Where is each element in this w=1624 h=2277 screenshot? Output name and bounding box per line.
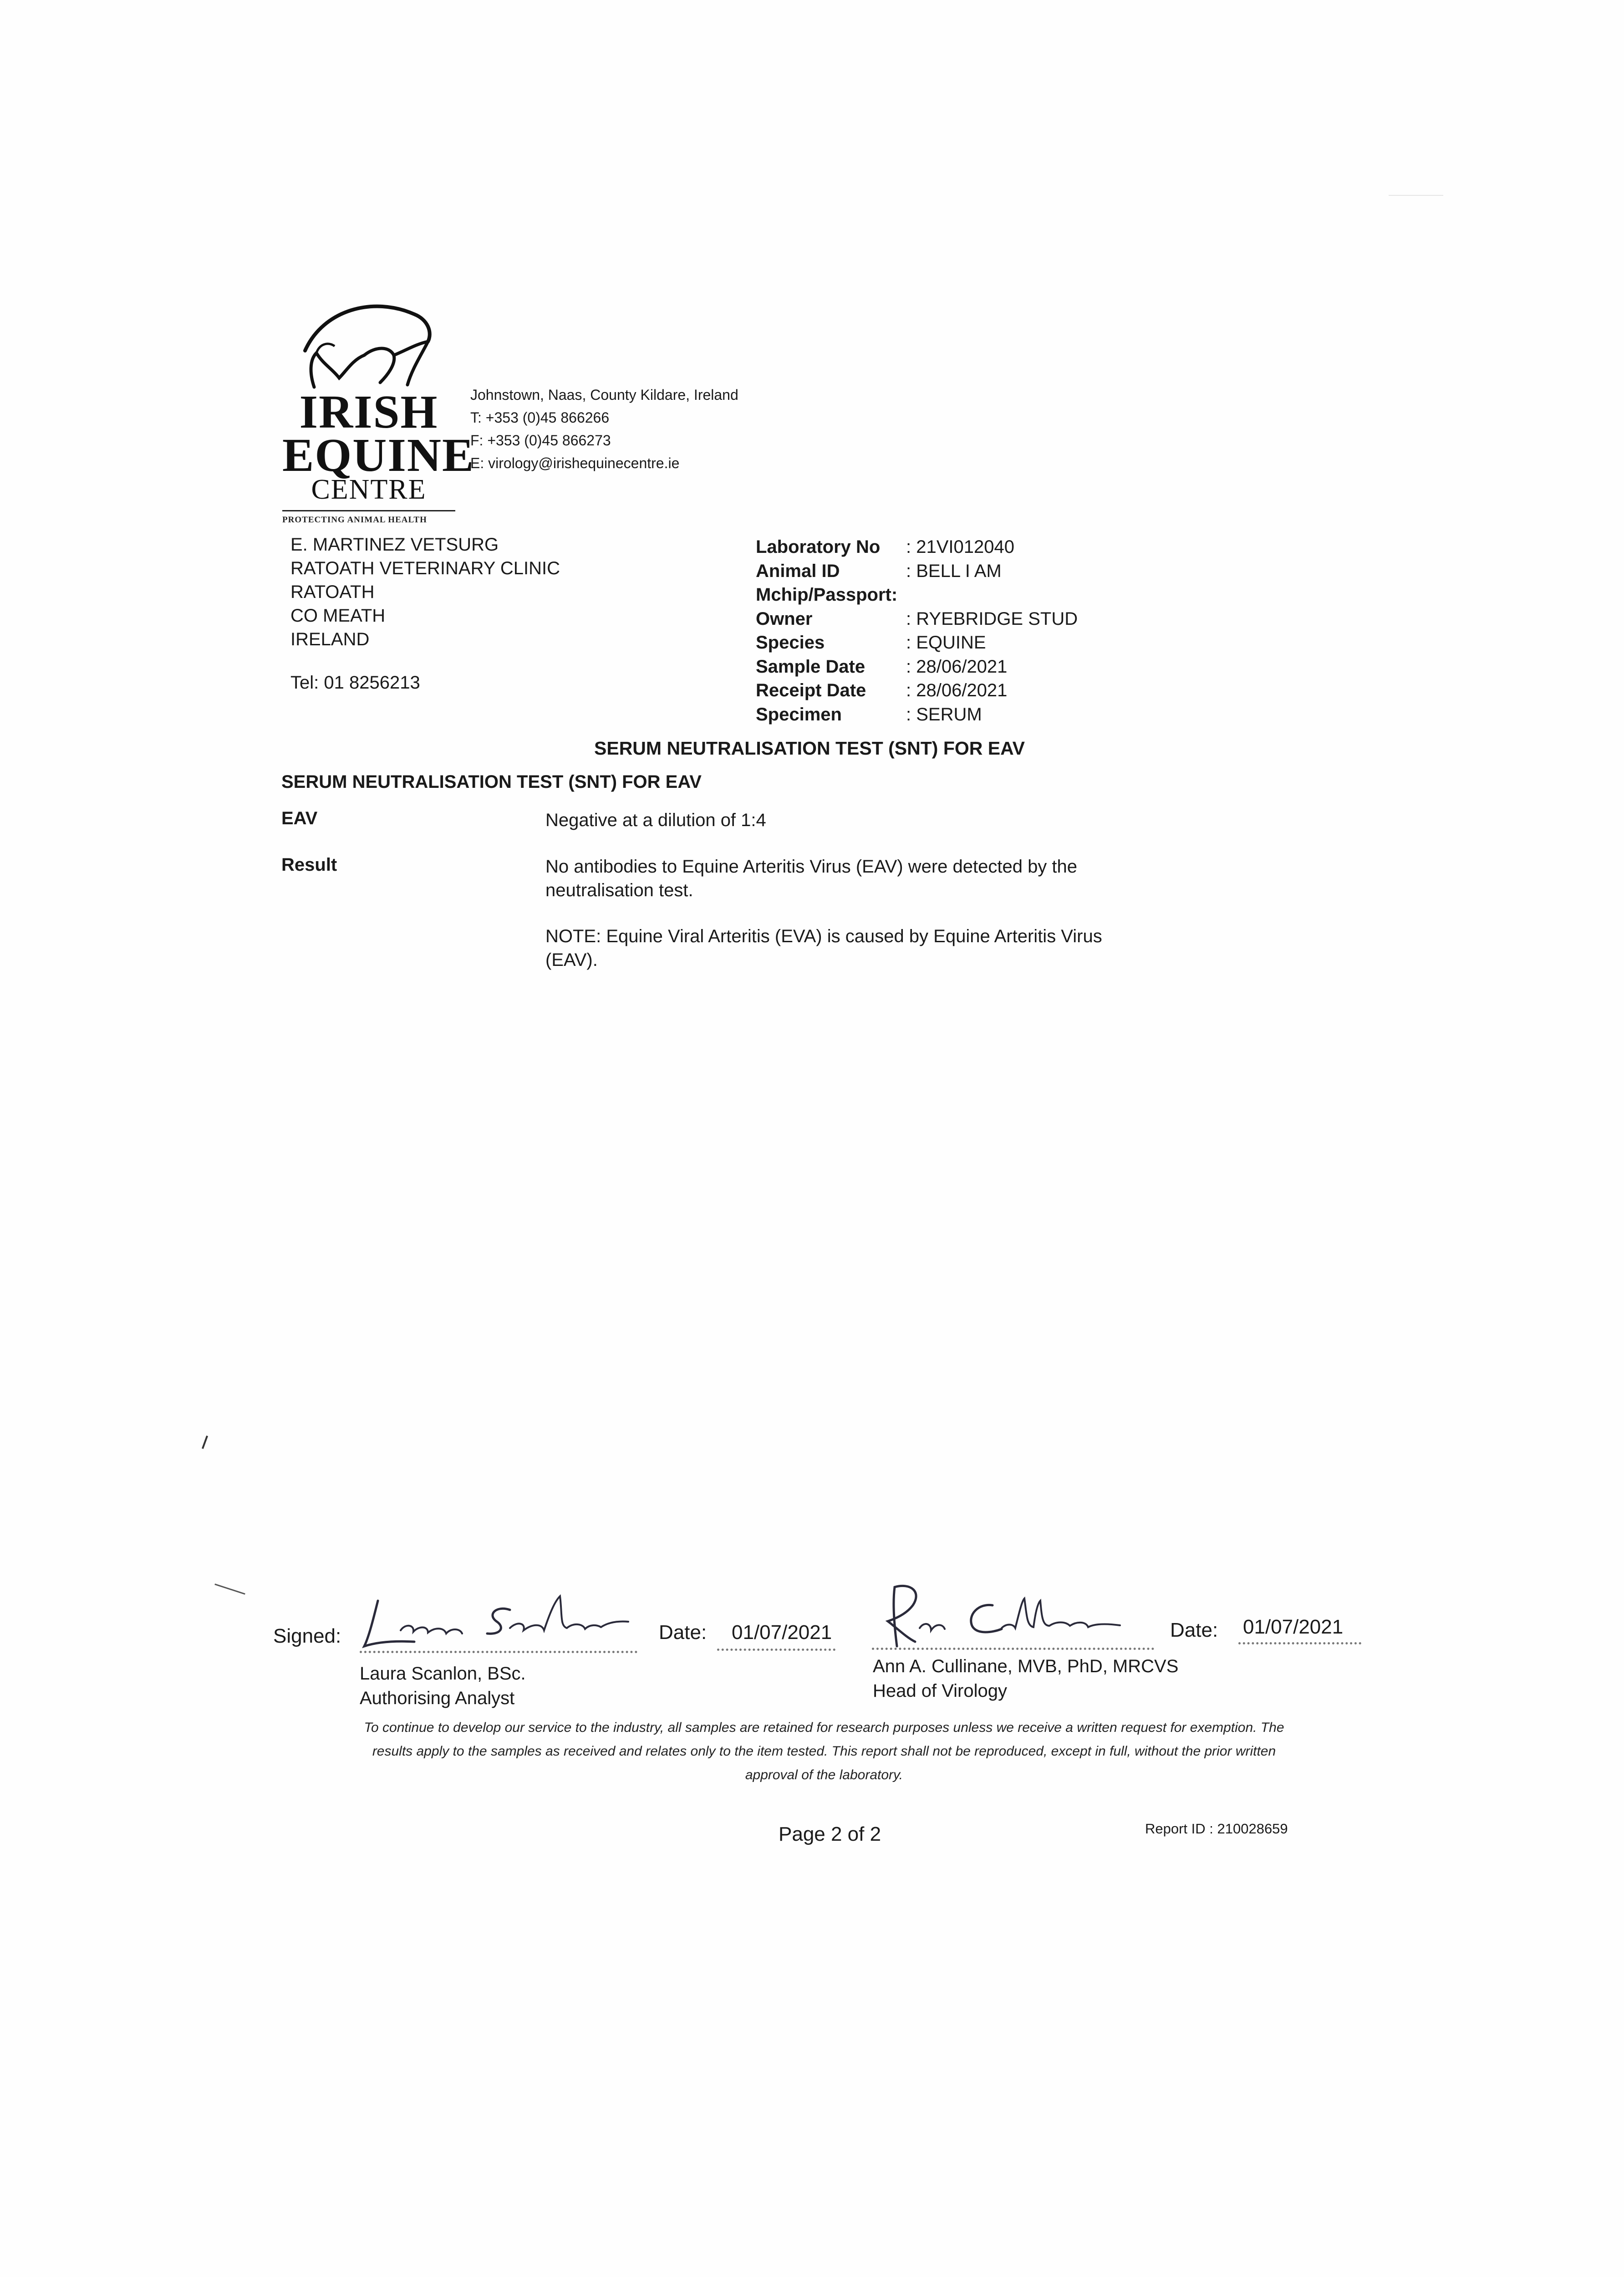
report-id: Report ID : 210028659 — [1145, 1821, 1288, 1837]
lab-contact-block — [470, 383, 738, 475]
date-value-1: 01/07/2021 — [732, 1621, 832, 1644]
logo-word-centre: CENTRE — [311, 474, 427, 505]
details-row — [756, 703, 1078, 727]
signature-laura-scanlon — [360, 1583, 642, 1651]
disclaimer: To continue to develop our service to the industry, all samples are retained for research purposes unless we receive a written request for exemption. The results apply to the samples as received and relates only to the item tested. This report shall not be reproduced, except in full, without the prior written approval of the laboratory. — [364, 1720, 1284, 1782]
recipient-tel: Tel: 01 8256213 — [290, 673, 420, 693]
signatory-2-name: Ann A. Cullinane, MVB, PhD, MRCVS — [873, 1656, 1179, 1676]
date-value-2: 01/07/2021 — [1243, 1616, 1344, 1638]
sample-details-table — [756, 535, 1078, 726]
details-label: Laboratory No — [756, 537, 881, 557]
details-label: Species — [756, 633, 825, 653]
recipient-town: RATOATH — [290, 582, 375, 602]
details-value: : RYEBRIDGE STUD — [906, 608, 1078, 629]
logo-word-equine: EQUINE — [282, 429, 475, 481]
result-value: No antibodies to Equine Arteritis Virus (EAV) were detected by the neutralisation test. — [545, 857, 1078, 900]
date-label-1: Date: — [659, 1621, 707, 1644]
signature-ann-cullinane — [870, 1578, 1143, 1651]
sample-details — [756, 535, 1078, 726]
details-row — [756, 631, 1078, 655]
eav-value: Negative at a dilution of 1:4 — [545, 810, 766, 830]
recipient-county: CO MEATH — [290, 606, 386, 626]
details-label: Animal ID — [756, 561, 840, 581]
signatory-1-role: Authorising Analyst — [360, 1688, 515, 1708]
date-label-2: Date: — [1170, 1619, 1218, 1641]
irish-equine-centre-logo — [282, 291, 475, 525]
lab-address: Johnstown, Naas, County Kildare, Ireland — [470, 387, 738, 403]
details-value: : EQUINE — [906, 633, 986, 653]
signature-line-1 — [360, 1651, 637, 1653]
details-label: Mchip/Passport: — [756, 585, 898, 605]
recipient-clinic: RATOATH VETERINARY CLINIC — [290, 558, 560, 578]
scan-artifact — [1389, 195, 1443, 196]
page-number: Page 2 of 2 — [779, 1823, 881, 1845]
report-title: SERUM NEUTRALISATION TEST (SNT) FOR EAV — [594, 738, 1025, 759]
eav-label: EAV — [281, 808, 318, 828]
details-label: Specimen — [756, 704, 842, 725]
recipient-name: E. MARTINEZ VETSURG — [290, 535, 499, 555]
lab-fax: F: +353 (0)45 866273 — [470, 432, 611, 449]
result-label: Result — [281, 855, 337, 875]
date-line-2 — [1238, 1642, 1361, 1644]
recipient-country: IRELAND — [290, 629, 370, 649]
signatory-2-role: Head of Virology — [873, 1681, 1007, 1701]
details-row — [756, 679, 1078, 703]
date-line-1 — [717, 1649, 835, 1651]
scan-mark — [202, 1435, 208, 1449]
details-label: Sample Date — [756, 656, 865, 677]
details-value: : BELL I AM — [906, 561, 1002, 581]
details-row — [756, 535, 1078, 559]
signed-label: Signed: — [273, 1625, 341, 1647]
details-row — [756, 559, 1078, 583]
details-value: : 21VI012040 — [906, 537, 1014, 557]
horse-logo-icon — [296, 291, 446, 392]
details-value: : 28/06/2021 — [906, 680, 1008, 700]
test-section-heading: SERUM NEUTRALISATION TEST (SNT) FOR EAV — [281, 772, 702, 792]
lab-email: E: virology@irishequinecentre.ie — [470, 455, 680, 471]
lab-phone: T: +353 (0)45 866266 — [470, 409, 610, 426]
details-row — [756, 583, 1078, 607]
details-value — [901, 583, 1078, 607]
logo-tagline: PROTECTING ANIMAL HEALTH — [282, 510, 455, 525]
details-value: : 28/06/2021 — [906, 656, 1008, 677]
recipient-address — [290, 533, 560, 651]
scan-mark — [214, 1583, 245, 1594]
details-row — [756, 607, 1078, 631]
signatory-1-name: Laura Scanlon, BSc. — [360, 1664, 526, 1684]
details-value: : SERUM — [906, 704, 982, 725]
result-note: NOTE: Equine Viral Arteritis (EVA) is caused by Equine Arteritis Virus (EAV). — [545, 926, 1102, 970]
details-row — [756, 655, 1078, 679]
details-label: Receipt Date — [756, 680, 866, 700]
logo-word-irish: IRISH — [299, 386, 438, 438]
signature-line-2 — [872, 1648, 1154, 1650]
signatory-1 — [360, 1661, 526, 1710]
signatory-2 — [873, 1654, 1178, 1703]
details-label: Owner — [756, 608, 813, 629]
